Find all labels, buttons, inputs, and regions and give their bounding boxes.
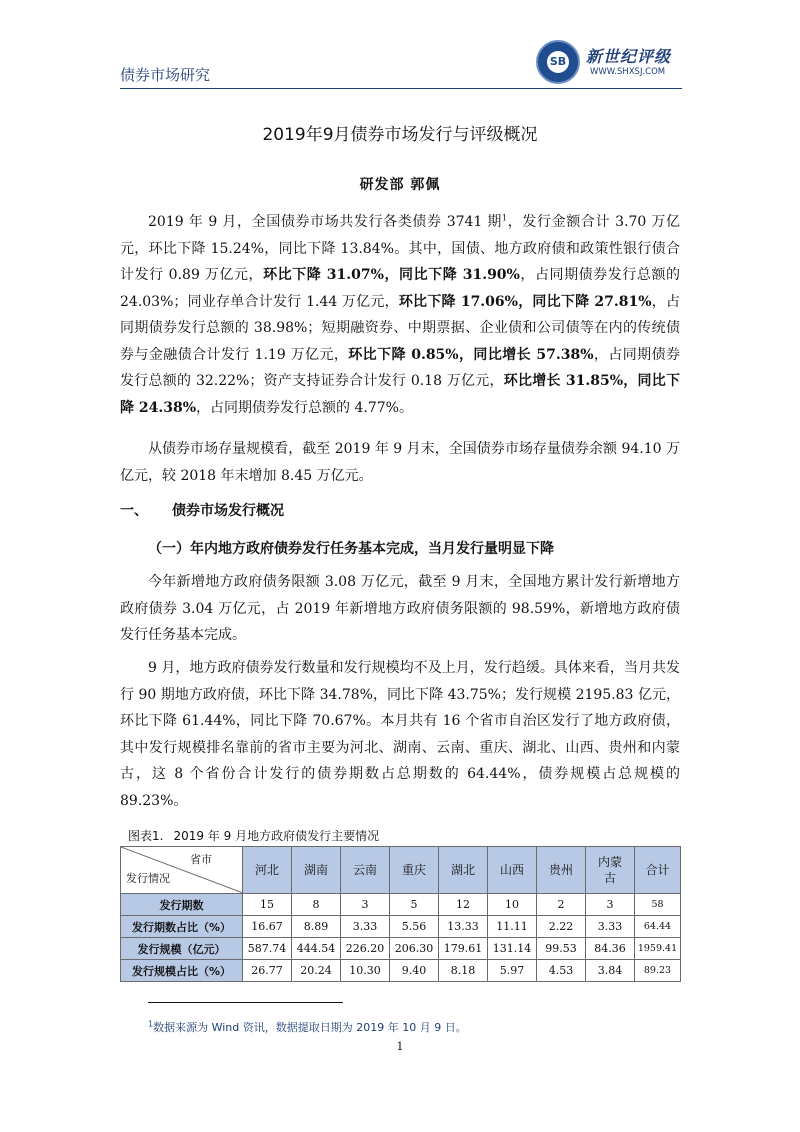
table-cell: 9.40 — [390, 960, 439, 982]
table-cell: 11.11 — [488, 916, 537, 938]
table-cell: 5 — [390, 894, 439, 916]
column-header: 湖南 — [292, 847, 341, 894]
logo-url: WWW.SHXSJ.COM — [590, 67, 666, 77]
paragraph-stock-scale: 从债券市场存量规模看，截至 2019 年 9 月末，全国债券市场存量债券余额 94.10 万亿元，较 2018 年末增加 8.45 万亿元。 — [120, 441, 680, 484]
row-label: 发行期数 — [121, 894, 243, 916]
table-row — [121, 916, 681, 938]
table-cell: 444.54 — [292, 938, 341, 960]
table-caption: 图表1. 2019 年 9 月地方政府债发行主要情况 — [128, 829, 380, 843]
document-title: 2019年9月债券市场发行与评级概况 — [262, 125, 538, 145]
table-cell: 3 — [586, 894, 635, 916]
table-cell: 8.89 — [292, 916, 341, 938]
column-header: 内蒙古 — [586, 847, 635, 894]
table-cell: 226.20 — [341, 938, 390, 960]
row-label: 发行规模占比（%） — [121, 960, 243, 982]
table-cell: 89.23 — [635, 960, 681, 982]
column-header: 山西 — [488, 847, 537, 894]
table-cell: 15 — [243, 894, 292, 916]
table-row — [121, 894, 681, 916]
footnote-divider — [148, 1002, 343, 1003]
paragraph-local-issuance: 9 月，地方政府债券发行数量和发行规模均不及上月，发行趋缓。具体来看，当月共发行 90 期地方政府债，环比下降 34.78%，同比下降 43.75%；发行规模 2195.83 亿元，环比下降 61.44%，同比下降 70.67%。本月共有 16 个省市自治区发行了地方政府债，其中发行规模排名靠前的省市主要为河北、湖南、云南、重庆、湖北、山西、贵州和内蒙古，这 8 个省份合计发行的债券期数占总期数的 64.44%，债券规模占总规模的 89.23%。 — [120, 660, 680, 809]
table-row — [121, 938, 681, 960]
paragraph-summary: 2019 年 9 月，全国债券市场共发行各类债券 3741 期$^1$，发行金额合计 3.70 万亿元，环比下降 15.24%，同比下降 13.84%。其中，国债、地方政府债和政策性银行债合计发行 0.89 万亿元，环比下降 31.07%，同比下降 31.90%，占同期债券发行总额的 24.03%；同业存单合计发行 1.44 万亿元，环比下降 17.06%，同比下降 27.81%，占同期债券发行总额的 38.98%；短期融资券、中期票据、企业债和公司债等在内的传统债券与金融债合计发行 1.19 万亿元，环比下降 0.85%，同比增长 57.38%，占同期债券发行总额的 32.22%；资产支持证券合计发行 0.18 万亿元，环比增长 31.85%，同比下降 24.38%，占同期债券发行总额的 4.77%。 — [120, 213, 681, 416]
table-cell: 20.24 — [292, 960, 341, 982]
paragraph-local-quota: 今年新增地方政府债务限额 3.08 万亿元，截至 9 月末，全国地方累计发行新增地方政府债券 3.04 万亿元，占 2019 年新增地方政府债务限额的 98.59%，新增地方政府债发行任务基本完成。 — [120, 574, 680, 643]
table-cell: 131.14 — [488, 938, 537, 960]
section-heading-1: 一、 债券市场发行概况 — [120, 503, 284, 519]
column-header: 云南 — [341, 847, 390, 894]
page-number: 1 — [396, 1040, 404, 1053]
column-header: 湖北 — [439, 847, 488, 894]
table-cell: 84.36 — [586, 938, 635, 960]
table-cell: 26.77 — [243, 960, 292, 982]
table-header-row — [121, 847, 681, 894]
table-cell: 2 — [537, 894, 586, 916]
table-cell: 64.44 — [635, 916, 681, 938]
table-cell: 2.22 — [537, 916, 586, 938]
table-cell: 179.61 — [439, 938, 488, 960]
table-row — [121, 960, 681, 982]
footnote: $^1$数据来源为 Wind 资讯，数据提取日期为 2019 年 10 月 9 日。 — [148, 1019, 467, 1034]
table-cell: 206.30 — [390, 938, 439, 960]
column-header: 合计 — [635, 847, 681, 894]
header-title: 债券市场研究 — [120, 66, 211, 84]
table-cell: 10 — [488, 894, 537, 916]
page-header — [120, 40, 682, 92]
header-divider — [120, 88, 682, 89]
section-heading-1-1: （一）年内地方政府债券发行任务基本完成，当月发行量明显下降 — [148, 541, 554, 557]
table-cell: 13.33 — [439, 916, 488, 938]
table-cell: 1959.41 — [635, 938, 681, 960]
row-label: 发行期数占比（%） — [121, 916, 243, 938]
table-cell: 99.53 — [537, 938, 586, 960]
company-logo-icon — [536, 40, 580, 84]
local-bond-table — [120, 846, 681, 982]
column-header: 河北 — [243, 847, 292, 894]
table-cell: 3.33 — [341, 916, 390, 938]
document-author: 研发部 郭佩 — [359, 177, 441, 193]
table-cell: 12 — [439, 894, 488, 916]
table-cell: 58 — [635, 894, 681, 916]
table-cell: 587.74 — [243, 938, 292, 960]
column-header: 贵州 — [537, 847, 586, 894]
table-cell: 8.18 — [439, 960, 488, 982]
logo-name: 新世纪评级 — [586, 47, 672, 66]
table-cell: 8 — [292, 894, 341, 916]
table-cell: 4.53 — [537, 960, 586, 982]
footnote-ref[interactable]: 1 — [502, 213, 508, 223]
table-cell: 3 — [341, 894, 390, 916]
table-cell: 5.97 — [488, 960, 537, 982]
row-label: 发行规模（亿元） — [121, 938, 243, 960]
table-cell: 5.56 — [390, 916, 439, 938]
table-cell: 3.33 — [586, 916, 635, 938]
table-corner-cell: 省市 发行情况 — [121, 847, 243, 894]
column-header: 重庆 — [390, 847, 439, 894]
table-cell: 10.30 — [341, 960, 390, 982]
table-cell: 3.84 — [586, 960, 635, 982]
table-cell: 16.67 — [243, 916, 292, 938]
logo-mark: SB — [547, 51, 569, 73]
